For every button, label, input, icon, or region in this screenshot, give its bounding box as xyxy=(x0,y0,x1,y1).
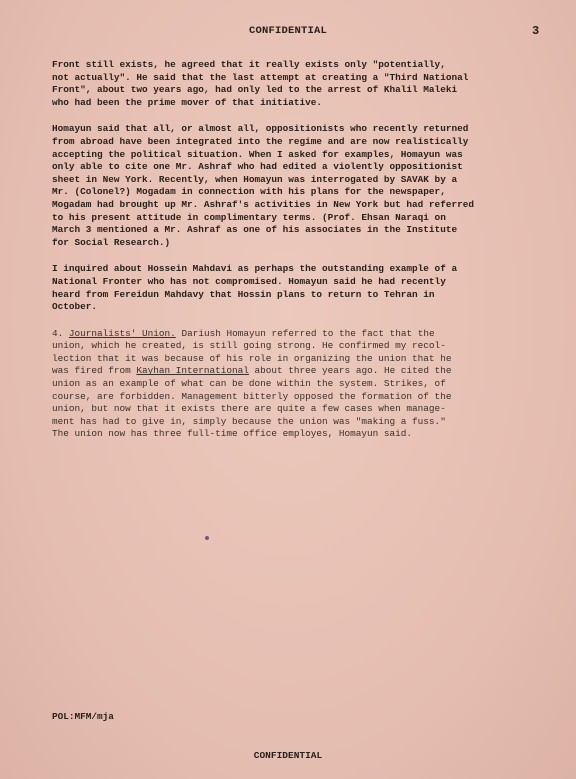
section-heading: Journalists' Union. xyxy=(68,327,176,339)
document-body xyxy=(52,59,532,455)
newspaper-name: Kayhan International xyxy=(136,365,249,377)
page-number: 3 xyxy=(532,24,540,38)
footer-classification: CONFIDENTIAL xyxy=(253,750,323,761)
section-text-part2: about three years ago. He cited the union as an example of what can be done within the system. Strikes, of course, are forbidden. Management bitterly opposed the formation of the union, but now that it exists there are quite a few cases when manage- ment has had to give in, simply because the union was "making a fuss." The union now has three full-time office employes, Homayun said. xyxy=(52,365,452,440)
paragraph-journalists-union xyxy=(52,328,532,441)
ink-speck-mark xyxy=(205,536,209,540)
header-classification: CONFIDENTIAL xyxy=(248,25,327,37)
section-text-part1: Dariush Homayun referred to the fact that the union, which he created, is still going strong. He confirmed my recol- lection that it was because of his role in organizing the union that he was fired from xyxy=(52,327,452,377)
paragraph-mahdavi: I inquired about Hossein Mahdavi as perhaps the outstanding example of a National Fronter who has not compromised. Homayun said he had recently heard from Fereidun Mahdavy that Hossin plans to return to Tehran in October. xyxy=(52,263,458,313)
section-number: 4. xyxy=(52,327,64,339)
footer-reference: POL:MFM/mja xyxy=(52,711,114,722)
paragraph-oppositionists: Homayun said that all, or almost all, oppositionists who recently returned from abroad have been integrated into the regime and are now realistically accepting the political situation. When I asked for examples, Homayun was only able to cite one Mr. Ashraf who had edited a violently oppositionist sheet in New York. Recently, when Homayun was interrogated by SAVAK by a Mr. (Colonel?) Mogadam in connection with his plans for the newspaper, Mogadam had brought up Mr. Ashraf's activities in New York but had referred to his present attitude in complimentary terms. (Prof. Ehsan Naraqi on March 3 mentioned a Mr. Ashraf as one of his associates in the Institute for Social Research.) xyxy=(52,123,474,248)
paragraph-national-front: Front still exists, he agreed that it really exists only "potentially, not actually". He said that the last attempt at creating a "Third National Front", about two years ago, had only led to the arrest of Khalil Maleki who had been the prime mover of that initiative. xyxy=(52,59,469,108)
